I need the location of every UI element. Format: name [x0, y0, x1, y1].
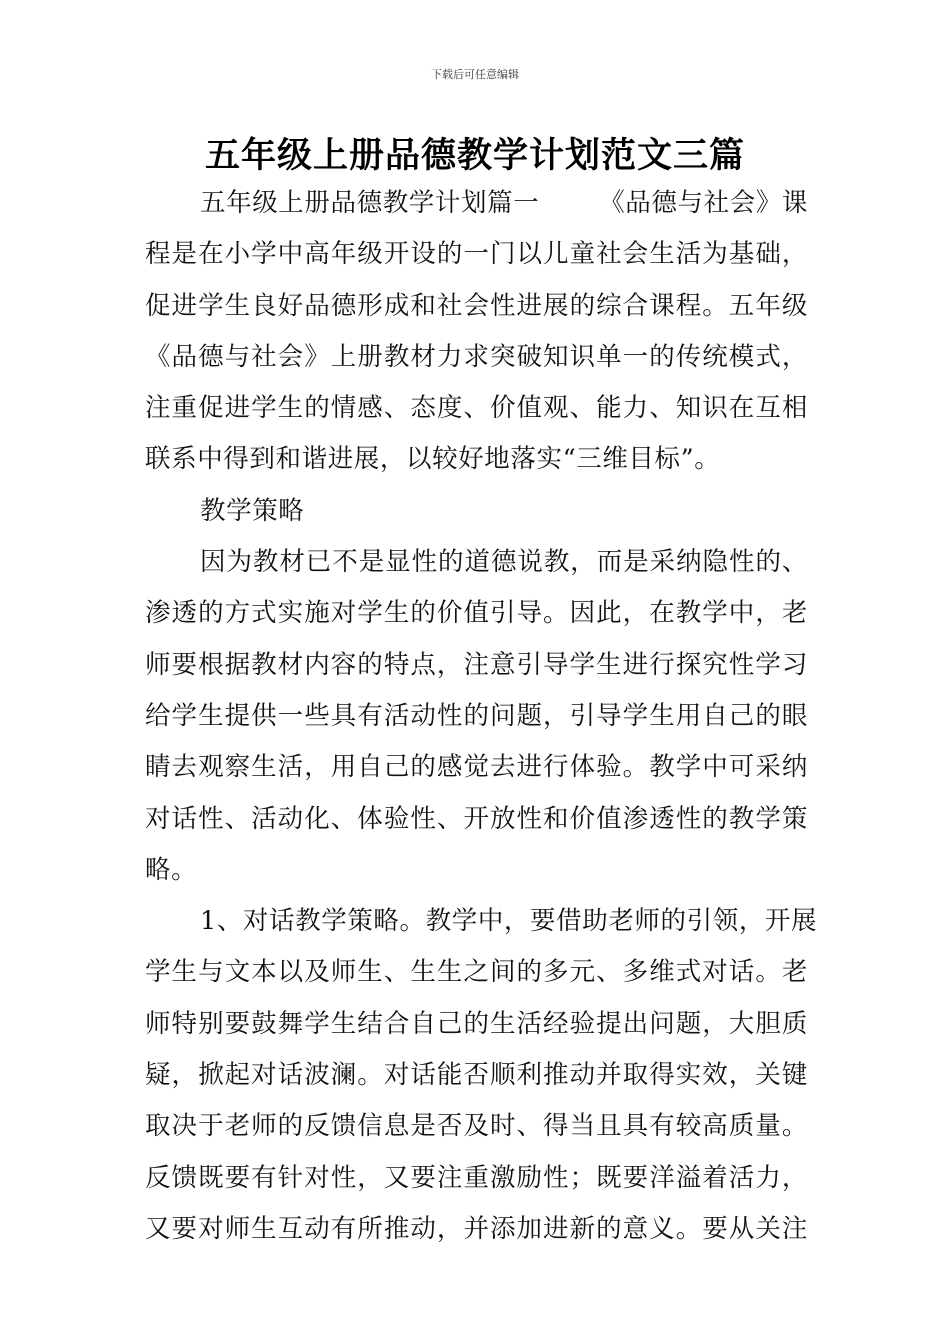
page-title: 五年级上册品德教学计划范文三篇 [204, 136, 745, 176]
document-body [145, 178, 818, 1255]
text-line: 联系中得到和谐进展，以较好地落实“三维目标”。 [145, 444, 721, 475]
text-line: 睛去观察生活，用自己的感觉去进行体验。教学中可采纳 [145, 752, 808, 783]
section-heading-1: 五年级上册品德教学计划篇一 [200, 188, 540, 218]
text-line: 1、对话教学策略。教学中，要借助老师的引领，开展 [200, 906, 818, 937]
text-line: 师要根据教材内容的特点，注意引导学生进行探究性学习 [145, 649, 808, 680]
text-line: 《品德与社会》上册教材力求突破知识单一的传统模式， [145, 341, 808, 372]
text-line: 又要对师生互动有所推动，并添加进新的意义。要从关注 [145, 1213, 808, 1244]
header-note: 下载后可任意编辑 [431, 68, 519, 81]
text-line: 师特别要鼓舞学生结合自己的生活经验提出问题，大胆质 [145, 1008, 808, 1039]
text-line: 因为教材已不是显性的道德说教，而是采纳隐性的、 [200, 547, 808, 578]
text-line: 促进学生良好品德形成和社会性进展的综合课程。五年级 [145, 290, 808, 321]
text-line: 给学生提供一些具有活动性的问题，引导学生用自己的眼 [145, 700, 808, 731]
first-line-right: 《品德与社会》课 [599, 188, 808, 218]
subheading-teaching-strategy: 教学策略 [200, 495, 305, 526]
text-line: 渗透的方式实施对学生的价值引导。因此，在教学中，老 [145, 598, 808, 629]
text-line: 取决于老师的反馈信息是否及时、得当且具有较高质量。 [145, 1111, 808, 1142]
text-line: 程是在小学中高年级开设的一门以儿童社会生活为基础， [145, 239, 808, 270]
text-line: 疑，掀起对话波澜。对话能否顺利推动并取得实效，关键 [145, 1060, 808, 1091]
first-line [145, 178, 808, 229]
text-line: 略。 [145, 854, 198, 885]
text-line: 注重促进学生的情感、态度、价值观、能力、知识在互相 [145, 393, 808, 424]
text-line: 对话性、活动化、体验性、开放性和价值渗透性的教学策 [145, 803, 808, 834]
text-line: 反馈既要有针对性，又要注重激励性；既要洋溢着活力， [145, 1162, 808, 1193]
text-line: 学生与文本以及师生、生生之间的多元、多维式对话。老 [145, 957, 808, 988]
